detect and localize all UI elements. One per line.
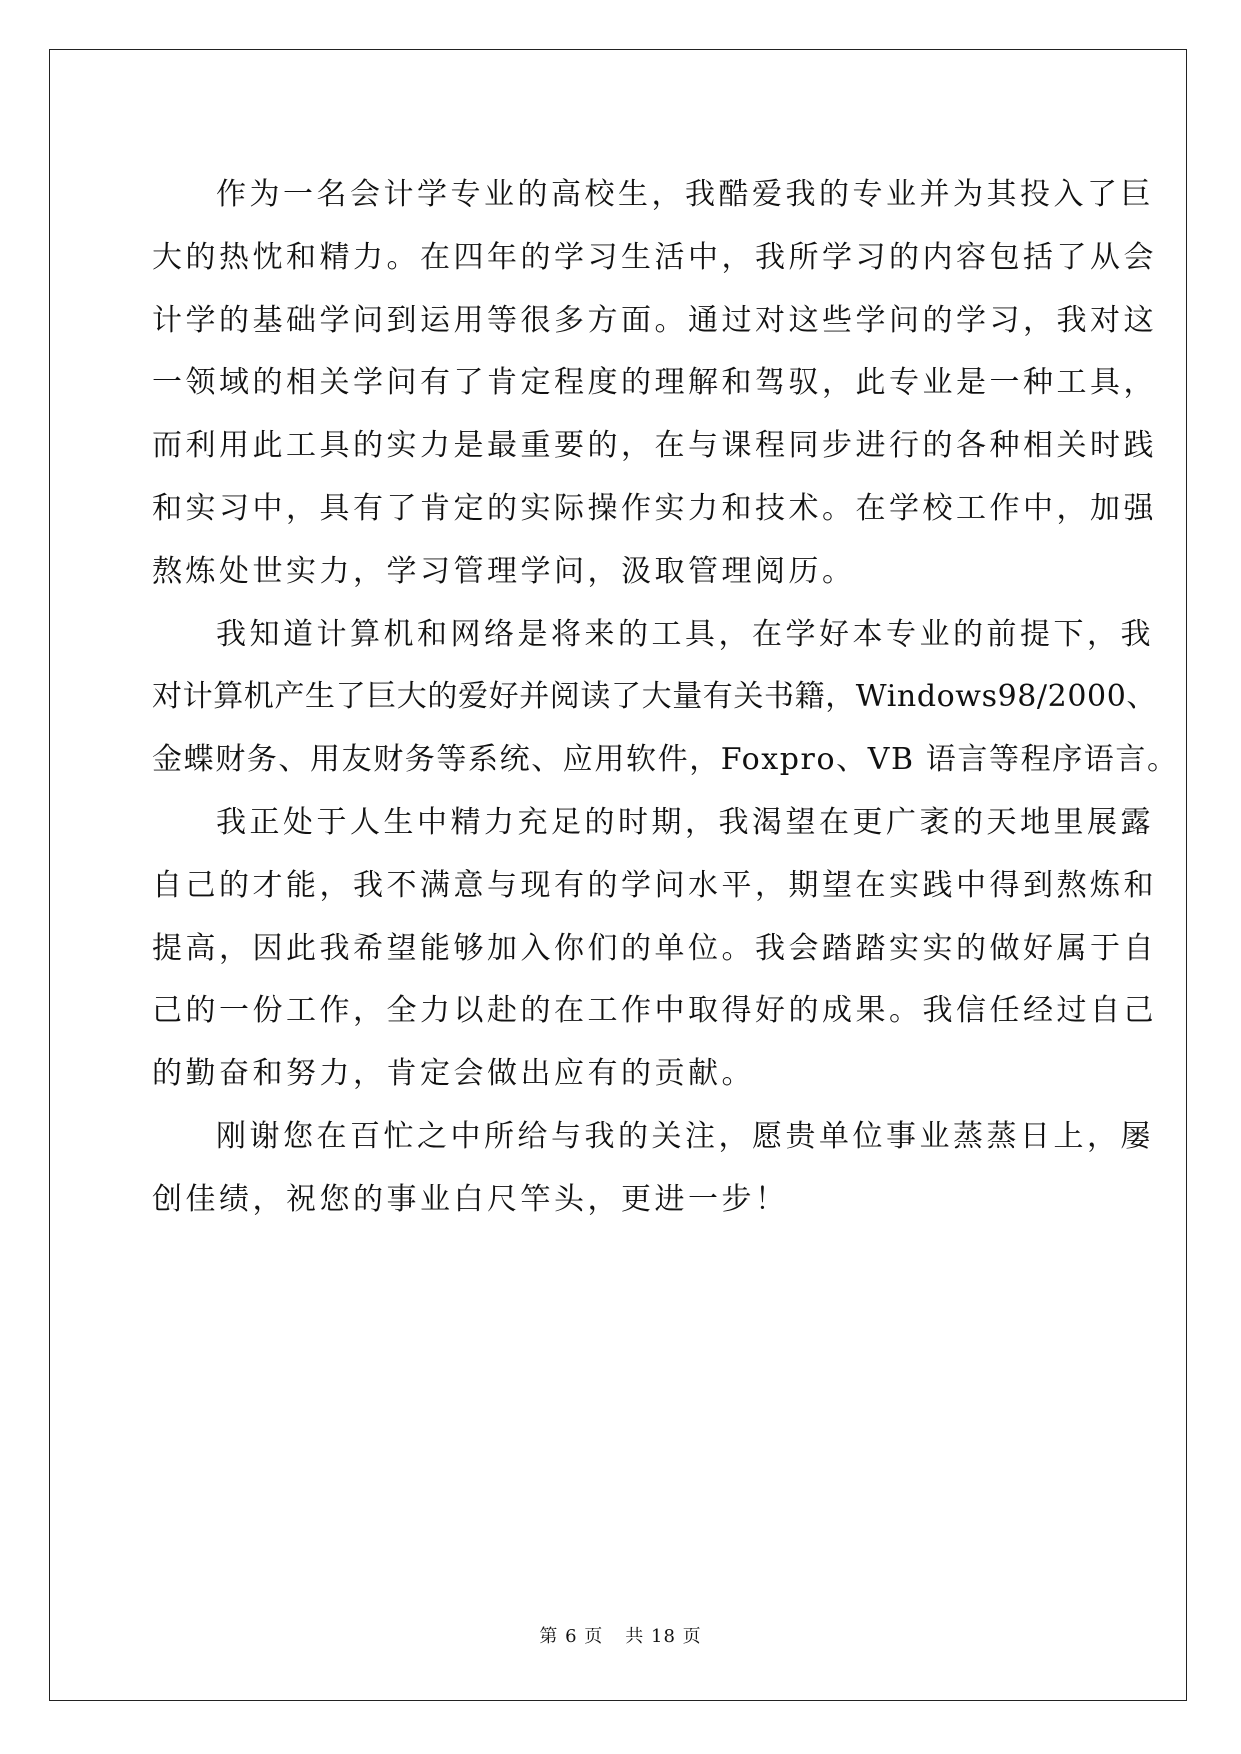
page-footer [0,1622,1241,1648]
paragraph-line: 我知道计算机和网络是将来的工具，在学好本专业的前提下，我 [216,616,1154,652]
page-number: 第 6 页 [539,1626,604,1647]
paragraph-line: 对计算机产生了巨大的爱好并阅读了大量有关书籍，Windows98/2000、 [152,679,1157,715]
paragraph-line: 作为一名会计学专业的高校生，我酷爱我的专业并为其投入了巨 [216,177,1154,212]
paragraph-line: 提高，因此我希望能够加入你们的单位。我会踏踏实实的做好属于自 [152,930,1157,966]
paragraph-line: 一领域的相关学问有了肯定程度的理解和驾驭，此专业是一种工具， [152,365,1157,401]
page-total: 共 18 页 [625,1626,702,1647]
document-body [152,164,1179,1232]
paragraph-line: 创佳绩，祝您的事业白尺竿头，更进一步！ [152,1181,789,1217]
paragraph-1 [152,164,1157,604]
paragraph-3 [152,792,1157,1106]
paragraph-line: 而利用此工具的实力是最重要的，在与课程同步进行的各种相关时践 [152,428,1157,464]
paragraph-line: 刚谢您在百忙之中所给与我的关注，愿贵单位事业蒸蒸日上，屡 [216,1118,1154,1154]
paragraph-line: 自己的才能，我不满意与现有的学问水平，期望在实践中得到熬炼和 [152,867,1157,903]
paragraph-line: 金蝶财务、用友财务等系统、应用软件，Foxpro、VB 语言等程序语言。 [152,742,1179,778]
paragraph-line: 的勤奋和努力，肯定会做出应有的贡献。 [152,1056,755,1092]
paragraph-2 [152,604,1179,792]
paragraph-line: 熬炼处世实力，学习管理学问，汲取管理阅历。 [152,553,856,589]
paragraph-line: 和实习中，具有了肯定的实际操作实力和技术。在学校工作中，加强 [152,490,1157,526]
paragraph-line: 计学的基础学问到运用等很多方面。通过对这些学问的学习，我对这 [152,302,1157,338]
paragraph-line: 大的热忱和精力。在四年的学习生活中，我所学习的内容包括了从会 [152,239,1157,275]
paragraph-line: 己的一份工作，全力以赴的在工作中取得好的成果。我信任经过自己 [152,993,1157,1029]
paragraph-line: 我正处于人生中精力充足的时期，我渴望在更广袤的天地里展露 [216,804,1154,840]
paragraph-4 [152,1106,1154,1232]
